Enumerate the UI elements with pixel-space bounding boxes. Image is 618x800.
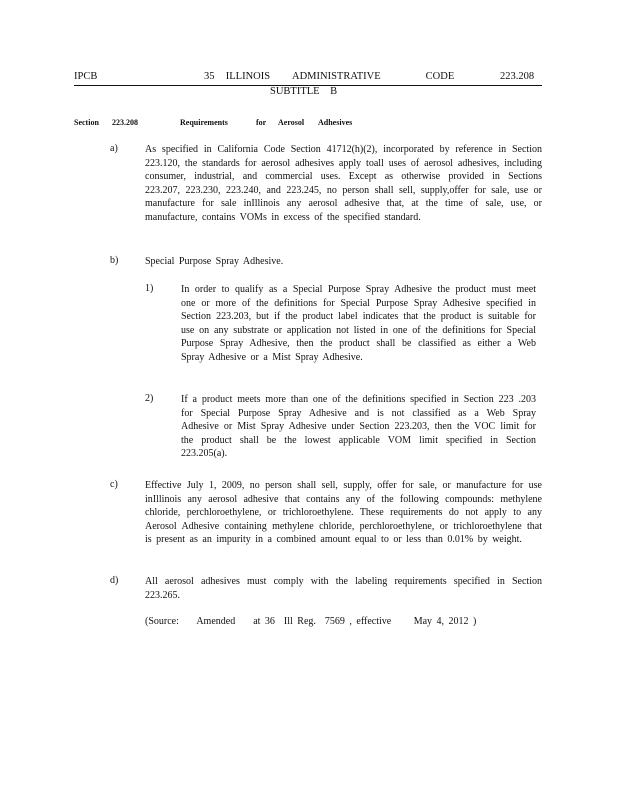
- item-b-label: b): [110, 255, 119, 266]
- header-title: 35 ILLINOIS ADMINISTRATIVE CODE: [204, 71, 455, 82]
- item-c-text: Effective July 1, 2009, no person shall sell, supply, offer for sale, or manufacture for use inIllinois any aerosol adhesive that contains any of the following compounds: methylene chloride, perchloroethylene, or trichloroethylene. These requirements do not apply to any Aerosol Adhesive containing methylene chloride, perchloroethylene, or trichloroethylene that is present as an impurity in a combined amount equal to or less than 0.01% by weight.: [145, 480, 542, 545]
- item-b1-label: 1): [145, 283, 154, 294]
- header-agency: IPCB: [74, 71, 98, 82]
- header-section-number: 223.208: [500, 71, 535, 82]
- item-b1-text: In order to qualify as a Special Purpose Spray Adhesive the product must meet one or more of the definitions for Special Purpose Spray Adhesive specified in Section 223.203, but if the product label indicates that the product is suitable for use on any substrate or application not listed in one of the definitions for Special Purpose Spray Adhesive, then the product shall be classified as either a Web Spray Adhesive or a Mist Spray Adhesive.: [181, 284, 536, 363]
- item-b2-label: 2): [145, 393, 154, 404]
- section-number: 223.208: [112, 118, 138, 127]
- section-title-word-4: Adhesives: [318, 118, 353, 127]
- item-b2-text: If a product meets more than one of the definitions specified in Section 223 .203 for Special Purpose Spray Adhesive and is not classified as a Web Spray Adhesive or Mist Spray Adhesive under Section 223.203, then the VOC limit for the product shall be the lowest applicable VOM limit specified in Section 223.205(a).: [181, 394, 536, 459]
- header-subtitle: SUBTITLE B: [270, 86, 338, 97]
- item-c-label: c): [110, 479, 118, 490]
- item-d-label: d): [110, 575, 119, 586]
- item-d-text: All aerosol adhesives must comply with the labeling requirements specified in Section 223.265.: [145, 576, 542, 601]
- item-a-text: As specified in California Code Section 41712(h)(2), incorporated by reference in Section 223.120, the standards for aerosol adhesives apply toall uses of aerosol adhesives, including consumer, industrial, and commercial uses. Except as otherwise provided in Sections 223.207, 223.230, 223.240, and 223.245, no person shall sell, supply,offer for sale, use or manufacture for sale inIllinois any aerosol adhesive that, at the time of sale, use, or manufacture, contains VOMs in excess of the specified standard.: [145, 144, 542, 223]
- item-b-text: Special Purpose Spray Adhesive.: [145, 256, 284, 267]
- source-note: (Source: Amended at 36 Ill Reg. 7569 , effective May 4, 2012 ): [145, 616, 477, 627]
- section-title-word-1: Requirements: [180, 118, 228, 127]
- section-word: Section: [74, 118, 99, 127]
- section-title-word-3: Aerosol: [278, 118, 305, 127]
- section-title-word-2: for: [256, 118, 267, 127]
- item-a-label: a): [110, 143, 118, 154]
